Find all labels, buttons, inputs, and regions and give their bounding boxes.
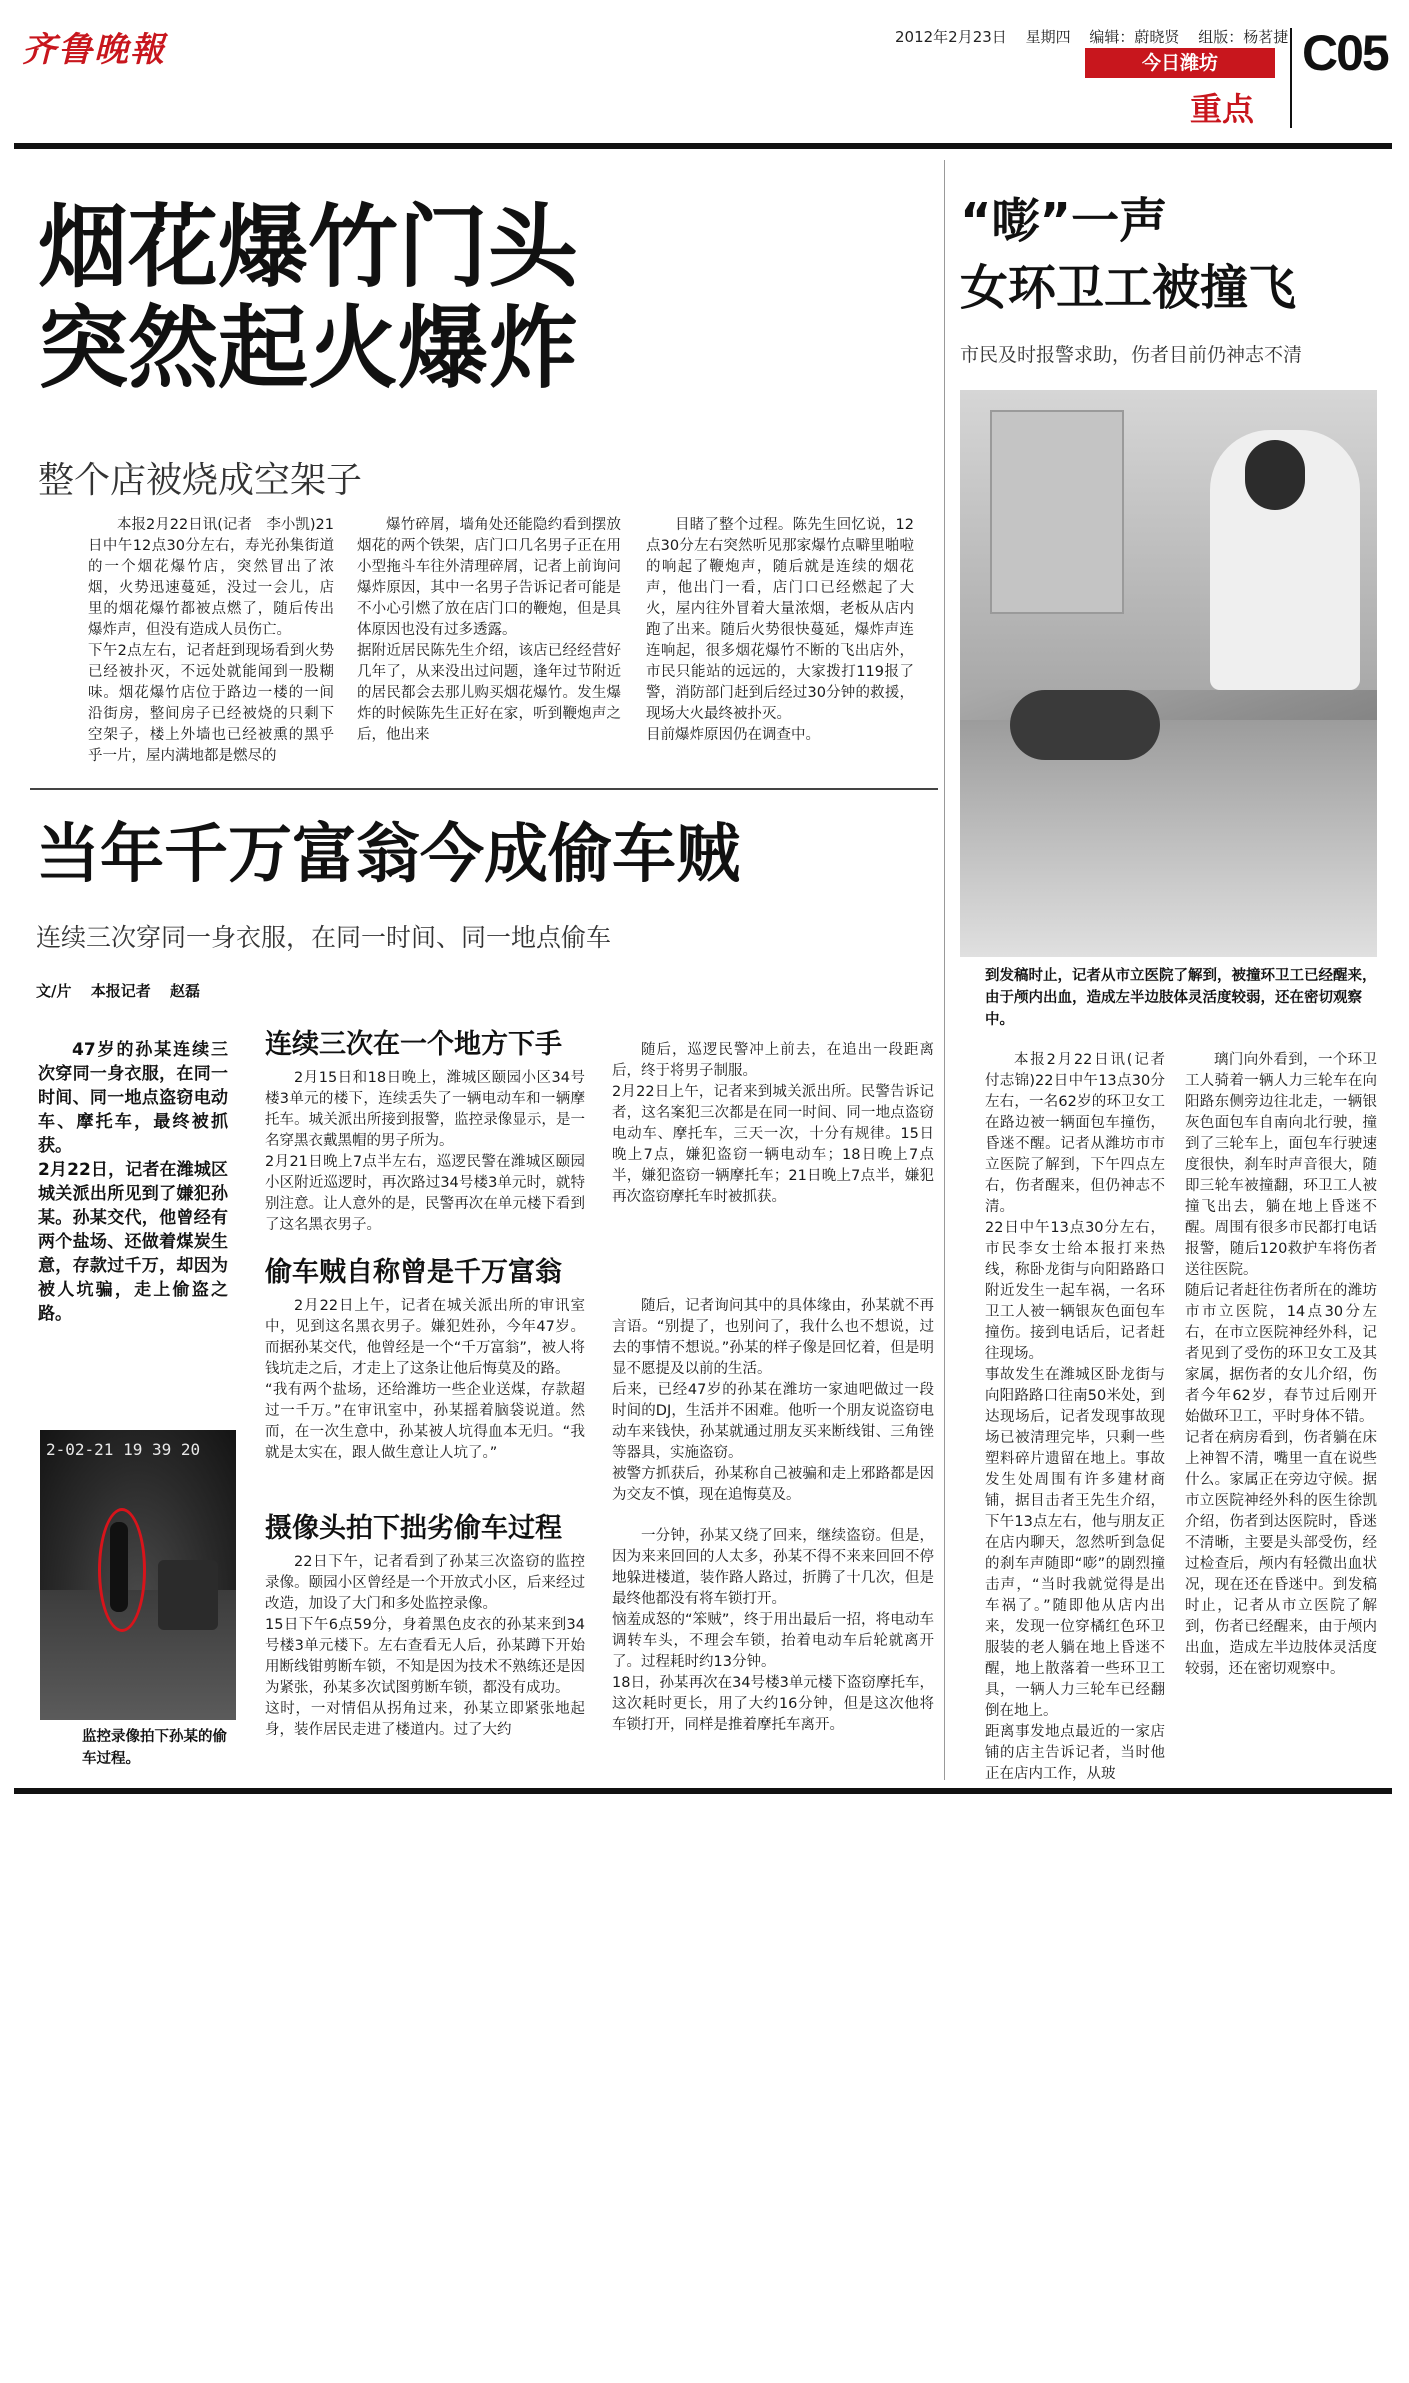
byline-name: 赵磊	[169, 982, 200, 1000]
cctv-vehicle	[158, 1560, 218, 1630]
story2-sub2-column-2: 随后，记者询问其中的具体缘由，孙某就不再言语。“别提了，也别问了，我什么也不想说，过去的事情不想说。”孙某的样子像是回忆着，但是明显不愿提及以前的生活。 后来，已经47岁的孙某在潍坊一家迪吧做过一段时间的DJ，生活并不困难。他听一个朋友说盗窃电动车来钱快，孙某就通过朋友买来断线钳、三角锉等器具，实施盗窃。 被警方抓获后，孙某称自己被骗和走上邪路都是因为交友不慎，现在追悔莫及。	[612, 1298, 934, 1503]
story2-deck: 连续三次穿同一身衣服，在同一时间、同一地点偷车	[36, 923, 612, 952]
photo-window	[990, 410, 1124, 614]
story2-byline	[36, 980, 214, 1001]
story3-headline-line2: 女环卫工被撞飞	[960, 260, 1297, 317]
byline-reporter: 本报记者	[90, 982, 151, 1000]
column-divider	[944, 160, 945, 1780]
issue-date: 2012年2月23日	[895, 28, 1007, 46]
story-separator	[30, 788, 938, 790]
layout-credit: 组版：杨茗捷	[1198, 28, 1289, 46]
story2-sidebar-text: 47岁的孙某连续三次穿同一身衣服，在同一时间、同一地点盗窃电动车、摩托车，最终被抓获。 2月22日，记者在潍城区城关派出所见到了嫌犯孙某。孙某交代，他曾经有两个盐场、还做着煤炭生意，存款过千万，却因为被人坑骗，走上偷盗之路。	[38, 1040, 228, 1324]
issue-weekday: 星期四	[1025, 28, 1071, 46]
photo-caption: 到发稿时止，记者从市立医院了解到，被撞环卫工已经醒来，由于颅内出血，造成左半边肢体灵活度较弱，还在密切观察中。	[985, 968, 1377, 1028]
cctv-timestamp: 2-02-21 19 39 20	[46, 1440, 201, 1459]
photo-patient	[1010, 690, 1160, 760]
top-rule	[14, 143, 1392, 149]
hospital-photo	[960, 390, 1377, 957]
story1-headline	[38, 195, 938, 401]
cctv-photo	[40, 1430, 236, 1720]
story2-sub3-column-1: 22日下午，记者看到了孙某三次盗窃的监控录像。颐园小区曾经是一个开放式小区，后来经过改造，加设了大门和多处监控录像。 15日下午6点59分，身着黑色皮衣的孙某来到34号楼3单元楼下。左右查看无人后，孙某蹲下开始用断线钳剪断车锁，不知是因为技术不熟练还是因为紧张，孙某多次试图剪断车锁，都没有成功。 这时，一对情侣从拐角过来，孙某立即紧张地起身，装作居民走进了楼道内。过了大约	[265, 1554, 585, 1738]
header-divider	[1290, 28, 1292, 128]
story1-headline-line2: 突然起火爆炸	[38, 295, 578, 401]
story2-sub2-column-1: 2月22日上午，记者在城关派出所的审讯室中，见到这名黑衣男子。嫌犯姓孙，今年47岁。而据孙某交代，他曾经是一个“千万富翁”，被人将钱坑走之后，才走上了这条让他后悔莫及的路。 “我有两个盐场，还给潍坊一些企业送煤，存款超过一千万。”在审讯室中，孙某摇着脑袋说道。然而，在一次生意中，孙某被人坑得血本无归。“我就是太实在，跟人做生意让人坑了。”	[265, 1298, 585, 1461]
section-tag: 今日潍坊	[1085, 48, 1275, 78]
story1-column-2: 爆竹碎屑，墙角处还能隐约看到摆放烟花的两个铁架，店门口几名男子正在用小型拖斗车往外清理碎屑，记者上前询问爆炸原因，其中一名男子告诉记者可能是不小心引燃了放在店门口的鞭炮，但是具体原因也没有过多透露。 据附近居民陈先生介绍，该店已经经营好几年了，从来没出过问题，逢年过节附近的居民都会去那儿购买烟花爆竹。发生爆炸的时候陈先生正好在家，听到鞭炮声之后，他出来	[357, 517, 621, 743]
story3-headline-line1: “嘭”一声	[960, 193, 1168, 249]
story1-headline-line1: 烟花爆竹门头	[38, 195, 578, 300]
byline-label: 文/片	[36, 982, 72, 1000]
editor-credit: 编辑：蔚晓贤	[1089, 28, 1180, 46]
story3-headline	[960, 188, 1390, 322]
story2-sub1-column-1: 2月15日和18日晚上，潍城区颐园小区34号楼3单元的楼下，连续丢失了一辆电动车和一辆摩托车。城关派出所接到报警，监控录像显示，是一名穿黑衣戴黑帽的男子所为。 2月21日晚上7点半左右，巡逻民警在潍城区颐园小区附近巡逻时，再次路过34号楼3单元时，就特别注意。让人意外的是，民警再次在单元楼下看到了这名黑衣男子。	[265, 1070, 585, 1233]
story1-column-3: 目睹了整个过程。陈先生回忆说，12点30分左右突然听见那家爆竹点噼里啪啦的响起了鞭炮声，随后就是连续的烟花声，他出门一看，店门口已经燃起了大火，屋内往外冒着大量浓烟，老板从店内跑了出来。随后火势很快蔓延，爆炸声连连响起，很多烟花爆竹不断的飞出店外，市民只能站的远远的，大家拨打119报了警，消防部门赶到后经过30分钟的救援，现场大火最终被扑灭。 目前爆炸原因仍在调查中。	[646, 517, 914, 743]
story2-subhead-2: 偷车贼自称曾是千万富翁	[265, 1257, 562, 1288]
story3-deck: 市民及时报警求助，伤者目前仍神志不清	[960, 344, 1303, 366]
story3-column-2: 璃门向外看到，一个环卫工人骑着一辆人力三轮车在向阳路东侧旁边往北走，一辆银灰色面包车自南向北行驶，撞到了三轮车上，面包车行驶速度很快，刹车时声音很大，随即三轮车被撞翻，环卫工人被撞飞出去，躺在地上昏迷不醒。周围有很多市民都打电话报警，随后120救护车将伤者送往医院。 随后记者赶往伤者所在的潍坊市市立医院，14点30分左右，在市立医院神经外科，记者见到了受伤的环卫女工及其家属，据伤者的女儿介绍，伤者今年62岁，春节过后刚开始做环卫工，平时身体不错。 记者在病房看到，伤者躺在床上神智不清，嘴里一直在说些什么。家属正在旁边守候。据市立医院神经外科的医生徐凯介绍，伤者到达医院时，昏迷不清晰，主要是头部受伤，经过检查后，颅内有轻微出血状况，现在还在昏迷中。到发稿时止，记者从市立医院了解到，伤者已经醒来，由于颅内出血，造成左半边肢体灵活度较弱，还在密切观察中。	[1185, 1052, 1377, 1677]
story1-column-1: 本报2月22日讯(记者 李小凯)21日中午12点30分左右，寿光孙集街道的一个烟花爆竹店，突然冒出了浓烟，火势迅速蔓延，没过一会儿，店里的烟花爆竹都被点燃了，随后传出爆炸声，但没有造成人员伤亡。 下午2点左右，记者赶到现场看到火势已经被扑灭，不远处就能闻到一股糊味。烟花爆竹店位于路边一楼的一间沿街房，整间房子已经被烧的只剩下空架子，楼上外墙也已经被熏的黑乎乎一片，屋内满地都是燃尽的	[88, 517, 334, 764]
cctv-caption: 监控录像拍下孙某的偷车过程。	[82, 1729, 227, 1767]
subsection-label: 重点	[1190, 90, 1255, 128]
newspaper-logo: 齐鲁晚報	[22, 30, 166, 70]
suspect-figure	[110, 1522, 128, 1612]
story2-headline: 当年千万富翁今成偷车贼	[36, 818, 740, 892]
story2-sub3-column-2: 一分钟，孙某又绕了回来，继续盗窃。但是，因为来来回回的人太多，孙某不得不来来回回不停地躲进楼道，装作路人路过，折腾了十几次，但是最终他都没有将车锁打开。 恼羞成怒的“笨贼”，终于用出最后一招，将电动车调转车头，不理会车锁，抬着电动车后轮就离开了。过程耗时约13分钟。 18日，孙某再次在34号楼3单元楼下盗窃摩托车，这次耗时更长，用了大约16分钟，但是这次他将车锁打开，同样是推着摩托车离开。	[612, 1528, 934, 1733]
story2-subhead-1: 连续三次在一个地方下手	[265, 1029, 562, 1060]
story2-subhead-3: 摄像头拍下拙劣偷车过程	[265, 1513, 562, 1544]
photo-nurse-head	[1245, 440, 1305, 510]
story1-deck: 整个店被烧成空架子	[38, 460, 363, 501]
story2-sub1-column-2: 随后，巡逻民警冲上前去，在追出一段距离后，终于将男子制服。 2月22日上午，记者来到城关派出所。民警告诉记者，这名案犯三次都是在同一时间、同一地点盗窃电动车、摩托车，三天一次，十分有规律。15日晚上7点，嫌犯盗窃一辆电动车；18日晚上7点半，嫌犯盗窃一辆摩托车；21日晚上7点半，嫌犯再次盗窃摩托车时被抓获。	[612, 1042, 934, 1205]
photo-bed	[960, 720, 1377, 957]
issue-meta	[895, 26, 1302, 47]
story3-column-1: 本报2月22日讯(记者 付志锦)22日中午13点30分左右，一名62岁的环卫女工在路边被一辆面包车撞伤，昏迷不醒。记者从潍坊市市立医院了解到，下午四点左右，伤者醒来，但仍神志不清。 22日中午13点30分左右，市民李女士给本报打来热线，称卧龙街与向阳路路口附近发生一起车祸，一名环卫工人被一辆银灰色面包车撞伤。接到电话后，记者赶往现场。 事故发生在潍城区卧龙街与向阳路路口往南50米处，到达现场后，记者发现事故现场已被清理完毕，只剩一些塑料碎片遗留在地上。事故发生处周围有许多建材商铺，据目击者王先生介绍，下午13点左右，他与朋友正在店内聊天，忽然听到急促的刹车声随即“嘭”的剧烈撞击声，“当时我就觉得是出车祸了。”随即他从店内出来，发现一位穿橘红色环卫服装的老人躺在地上昏迷不醒，地上散落着一些环卫工具，一辆人力三轮车已经翻倒在地上。 距离事发地点最近的一家店铺的店主告诉记者，当时他正在店内工作，从玻	[985, 1052, 1165, 1782]
bottom-rule	[14, 1788, 1392, 1794]
page-number: C05	[1302, 25, 1388, 81]
